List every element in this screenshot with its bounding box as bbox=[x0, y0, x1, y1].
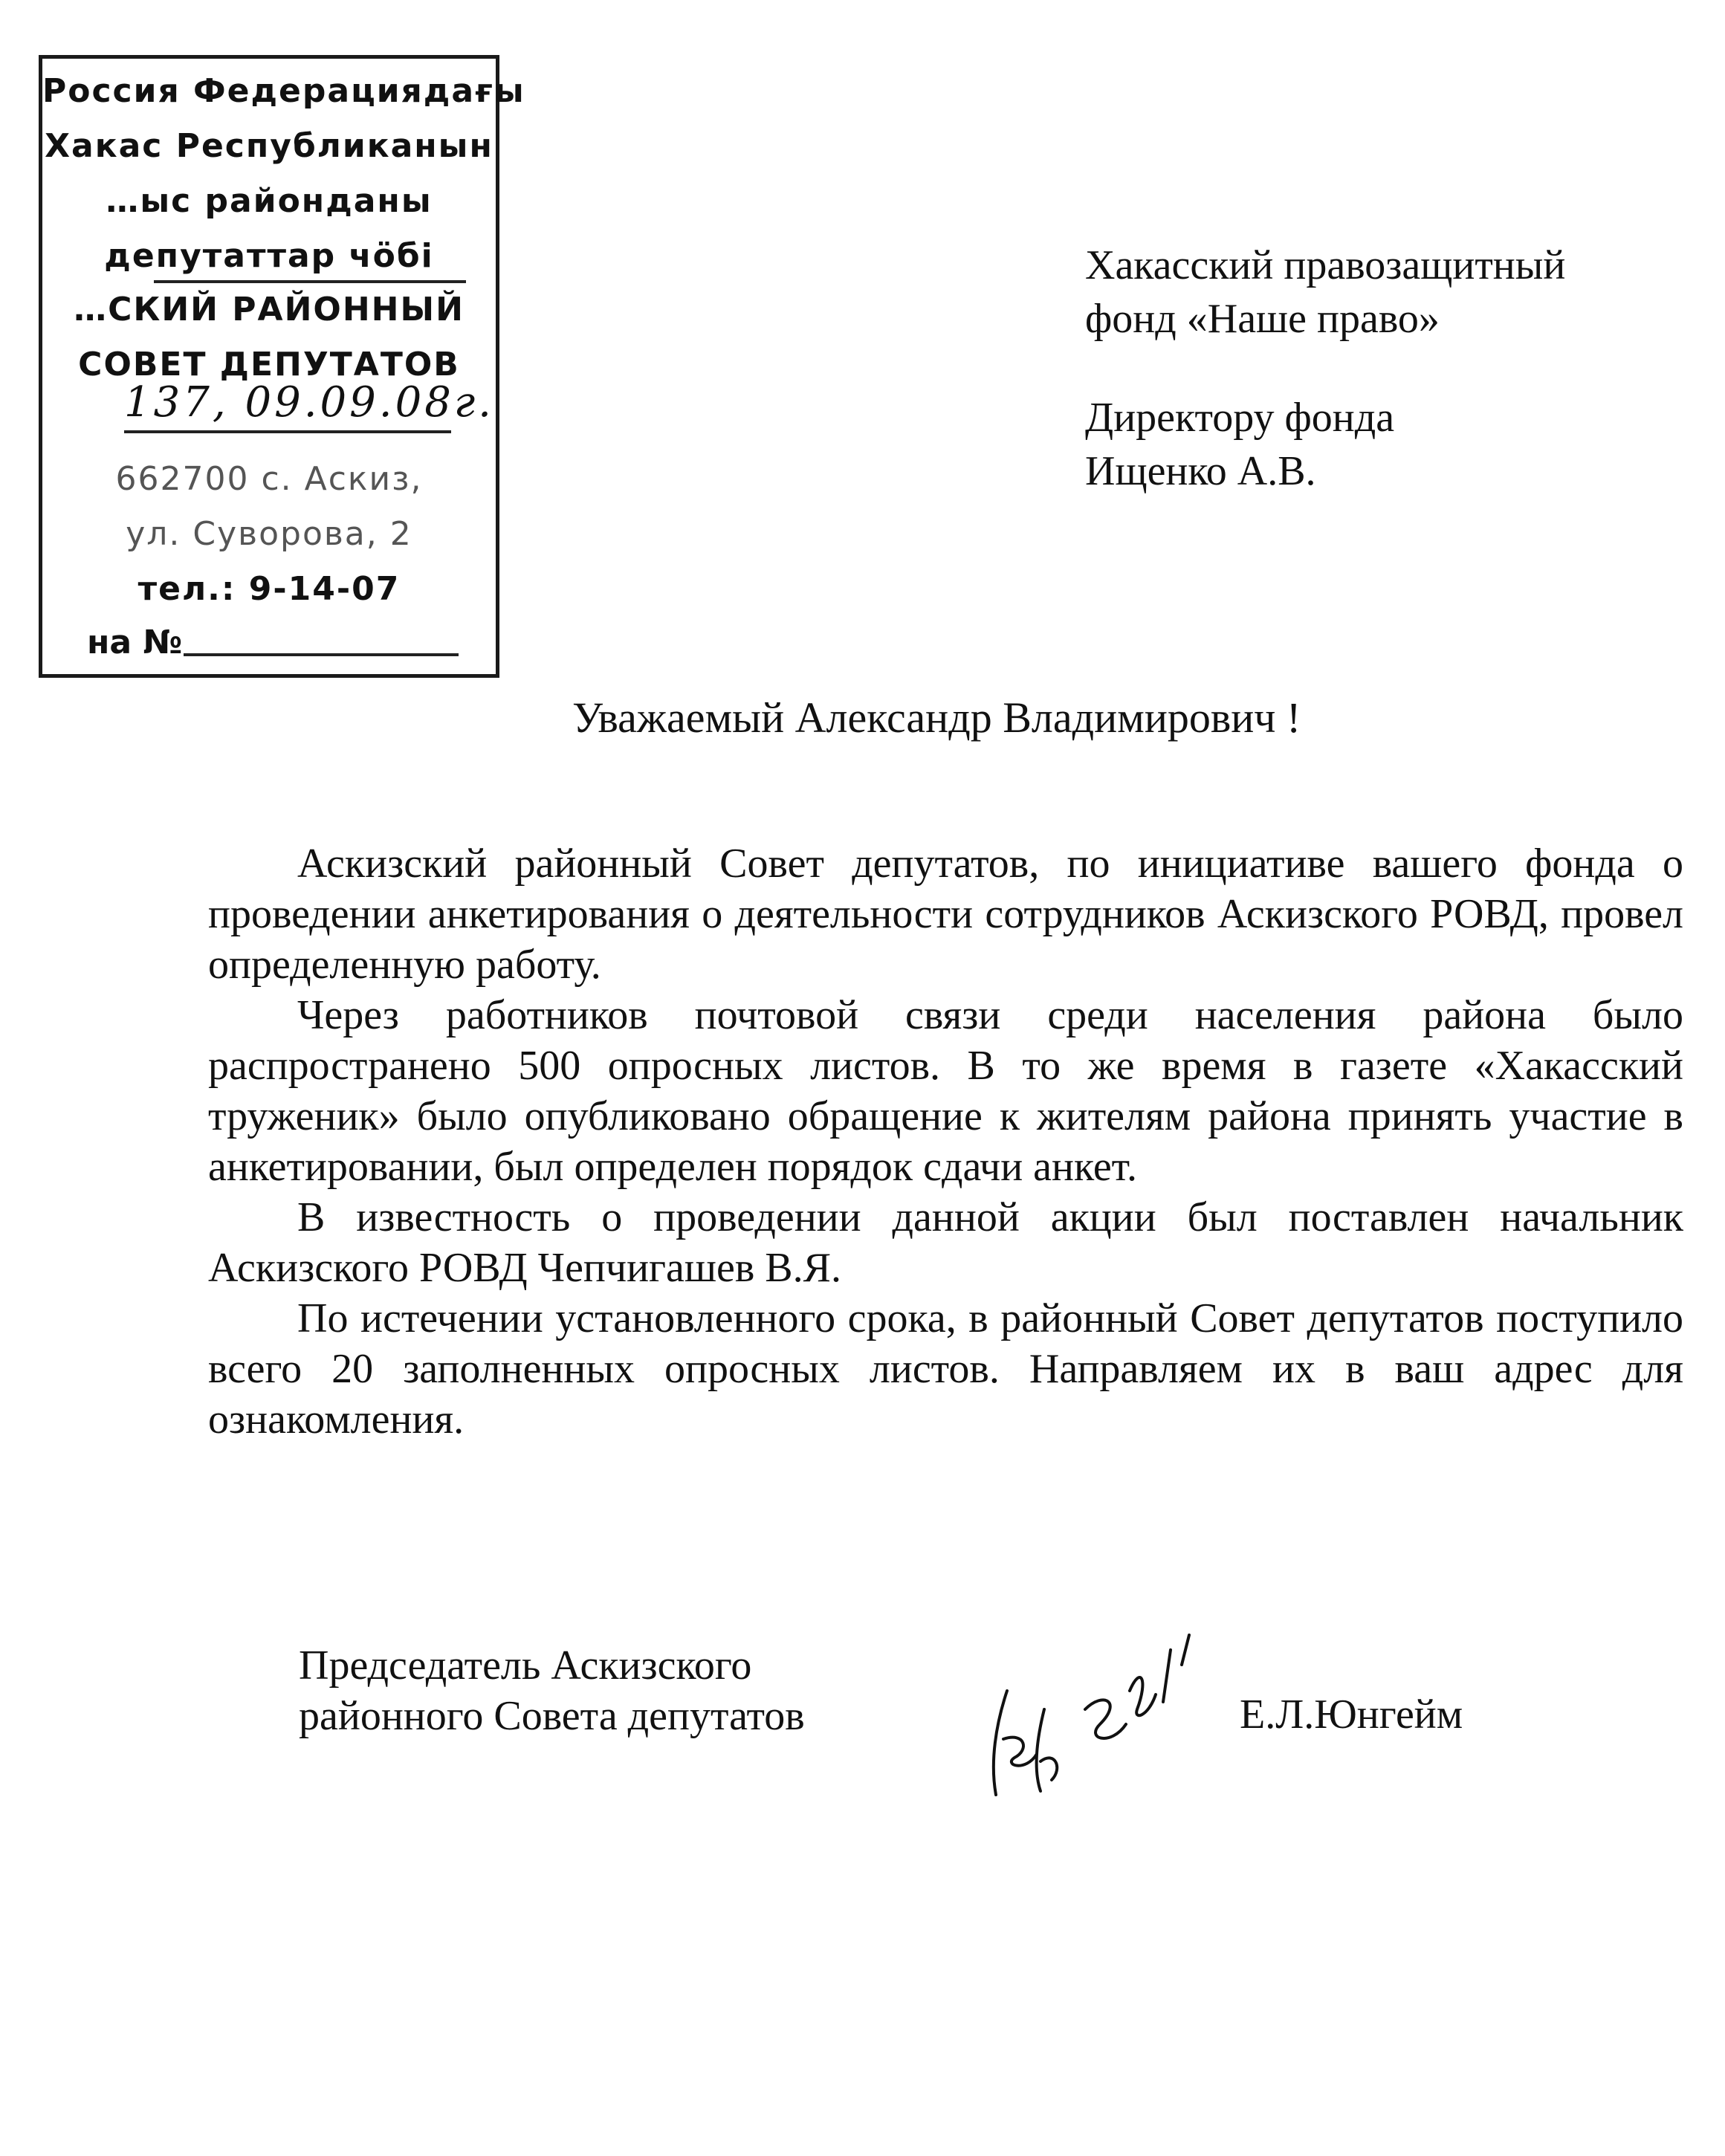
addressee-recipient-line1: Директору фонда bbox=[1085, 395, 1395, 441]
signatory-title-line2: районного Совета депутатов bbox=[299, 1693, 805, 1739]
handwritten-signature bbox=[974, 1620, 1211, 1813]
stamp-line-4: депутаттар чӧбi bbox=[104, 237, 434, 275]
paragraph: По истечении установленного срока, в районный Совет депутатов поступило всего 20 заполненных опросных листов. Направляем их в ваш адрес для ознакомления. bbox=[208, 1295, 1683, 1443]
paragraph: Через работников почтовой связи среди населения района было распространено 500 опросных листов. В то же время в газете «Хакасский труженик» было опубликовано обращение к жителям района принять участие в анкетировании, был определен порядок сдачи анкет. bbox=[208, 992, 1683, 1190]
stamp-line-2: Хакас Республиканын bbox=[45, 127, 493, 165]
greeting: Уважаемый Александр Владимирович ! bbox=[572, 693, 1301, 742]
stamp-handwritten-ref: 137, 09.09.08г. bbox=[124, 378, 494, 427]
letter-body bbox=[208, 838, 1683, 1445]
stamp-line-3: …ыс районданы bbox=[106, 182, 433, 220]
stamp-address-2: ул. Суворова, 2 bbox=[126, 515, 412, 553]
signatory-name: Е.Л.Юнгейм bbox=[1240, 1692, 1463, 1738]
signatory-title-line1: Председатель Аскизского bbox=[299, 1642, 752, 1689]
stamp-line-5: …СКИЙ РАЙОННЫЙ bbox=[74, 291, 465, 328]
addressee-org-line2: фонд «Наше право» bbox=[1085, 296, 1440, 342]
stamp-no-label: на № bbox=[87, 624, 183, 661]
stamp-address-1: 662700 с. Аскиз, bbox=[115, 460, 423, 498]
stamp-line-1: Россия Федерациядағы bbox=[42, 72, 525, 110]
stamp-ref-underline bbox=[124, 430, 451, 433]
paragraph: В известность о проведении данной акции был поставлен начальник Аскизского РОВД Чепчигашев В.Я. bbox=[208, 1194, 1683, 1291]
letterhead-stamp bbox=[39, 55, 525, 678]
stamp-phone: тел.: 9-14-07 bbox=[137, 570, 401, 608]
stamp-divider bbox=[154, 280, 466, 283]
stamp-line-6: СОВЕТ ДЕПУТАТОВ bbox=[78, 346, 460, 383]
addressee-org-line1: Хакасский правозащитный bbox=[1085, 242, 1566, 288]
paragraph: Аскизский районный Совет депутатов, по инициативе вашего фонда о проведении анкетирования о деятельности сотрудников Аскизского РОВД, провел определенную работу. bbox=[208, 841, 1683, 988]
addressee-recipient-line2: Ищенко А.В. bbox=[1085, 448, 1316, 494]
stamp-no-line bbox=[184, 653, 459, 656]
signatory-title bbox=[299, 1640, 805, 1741]
